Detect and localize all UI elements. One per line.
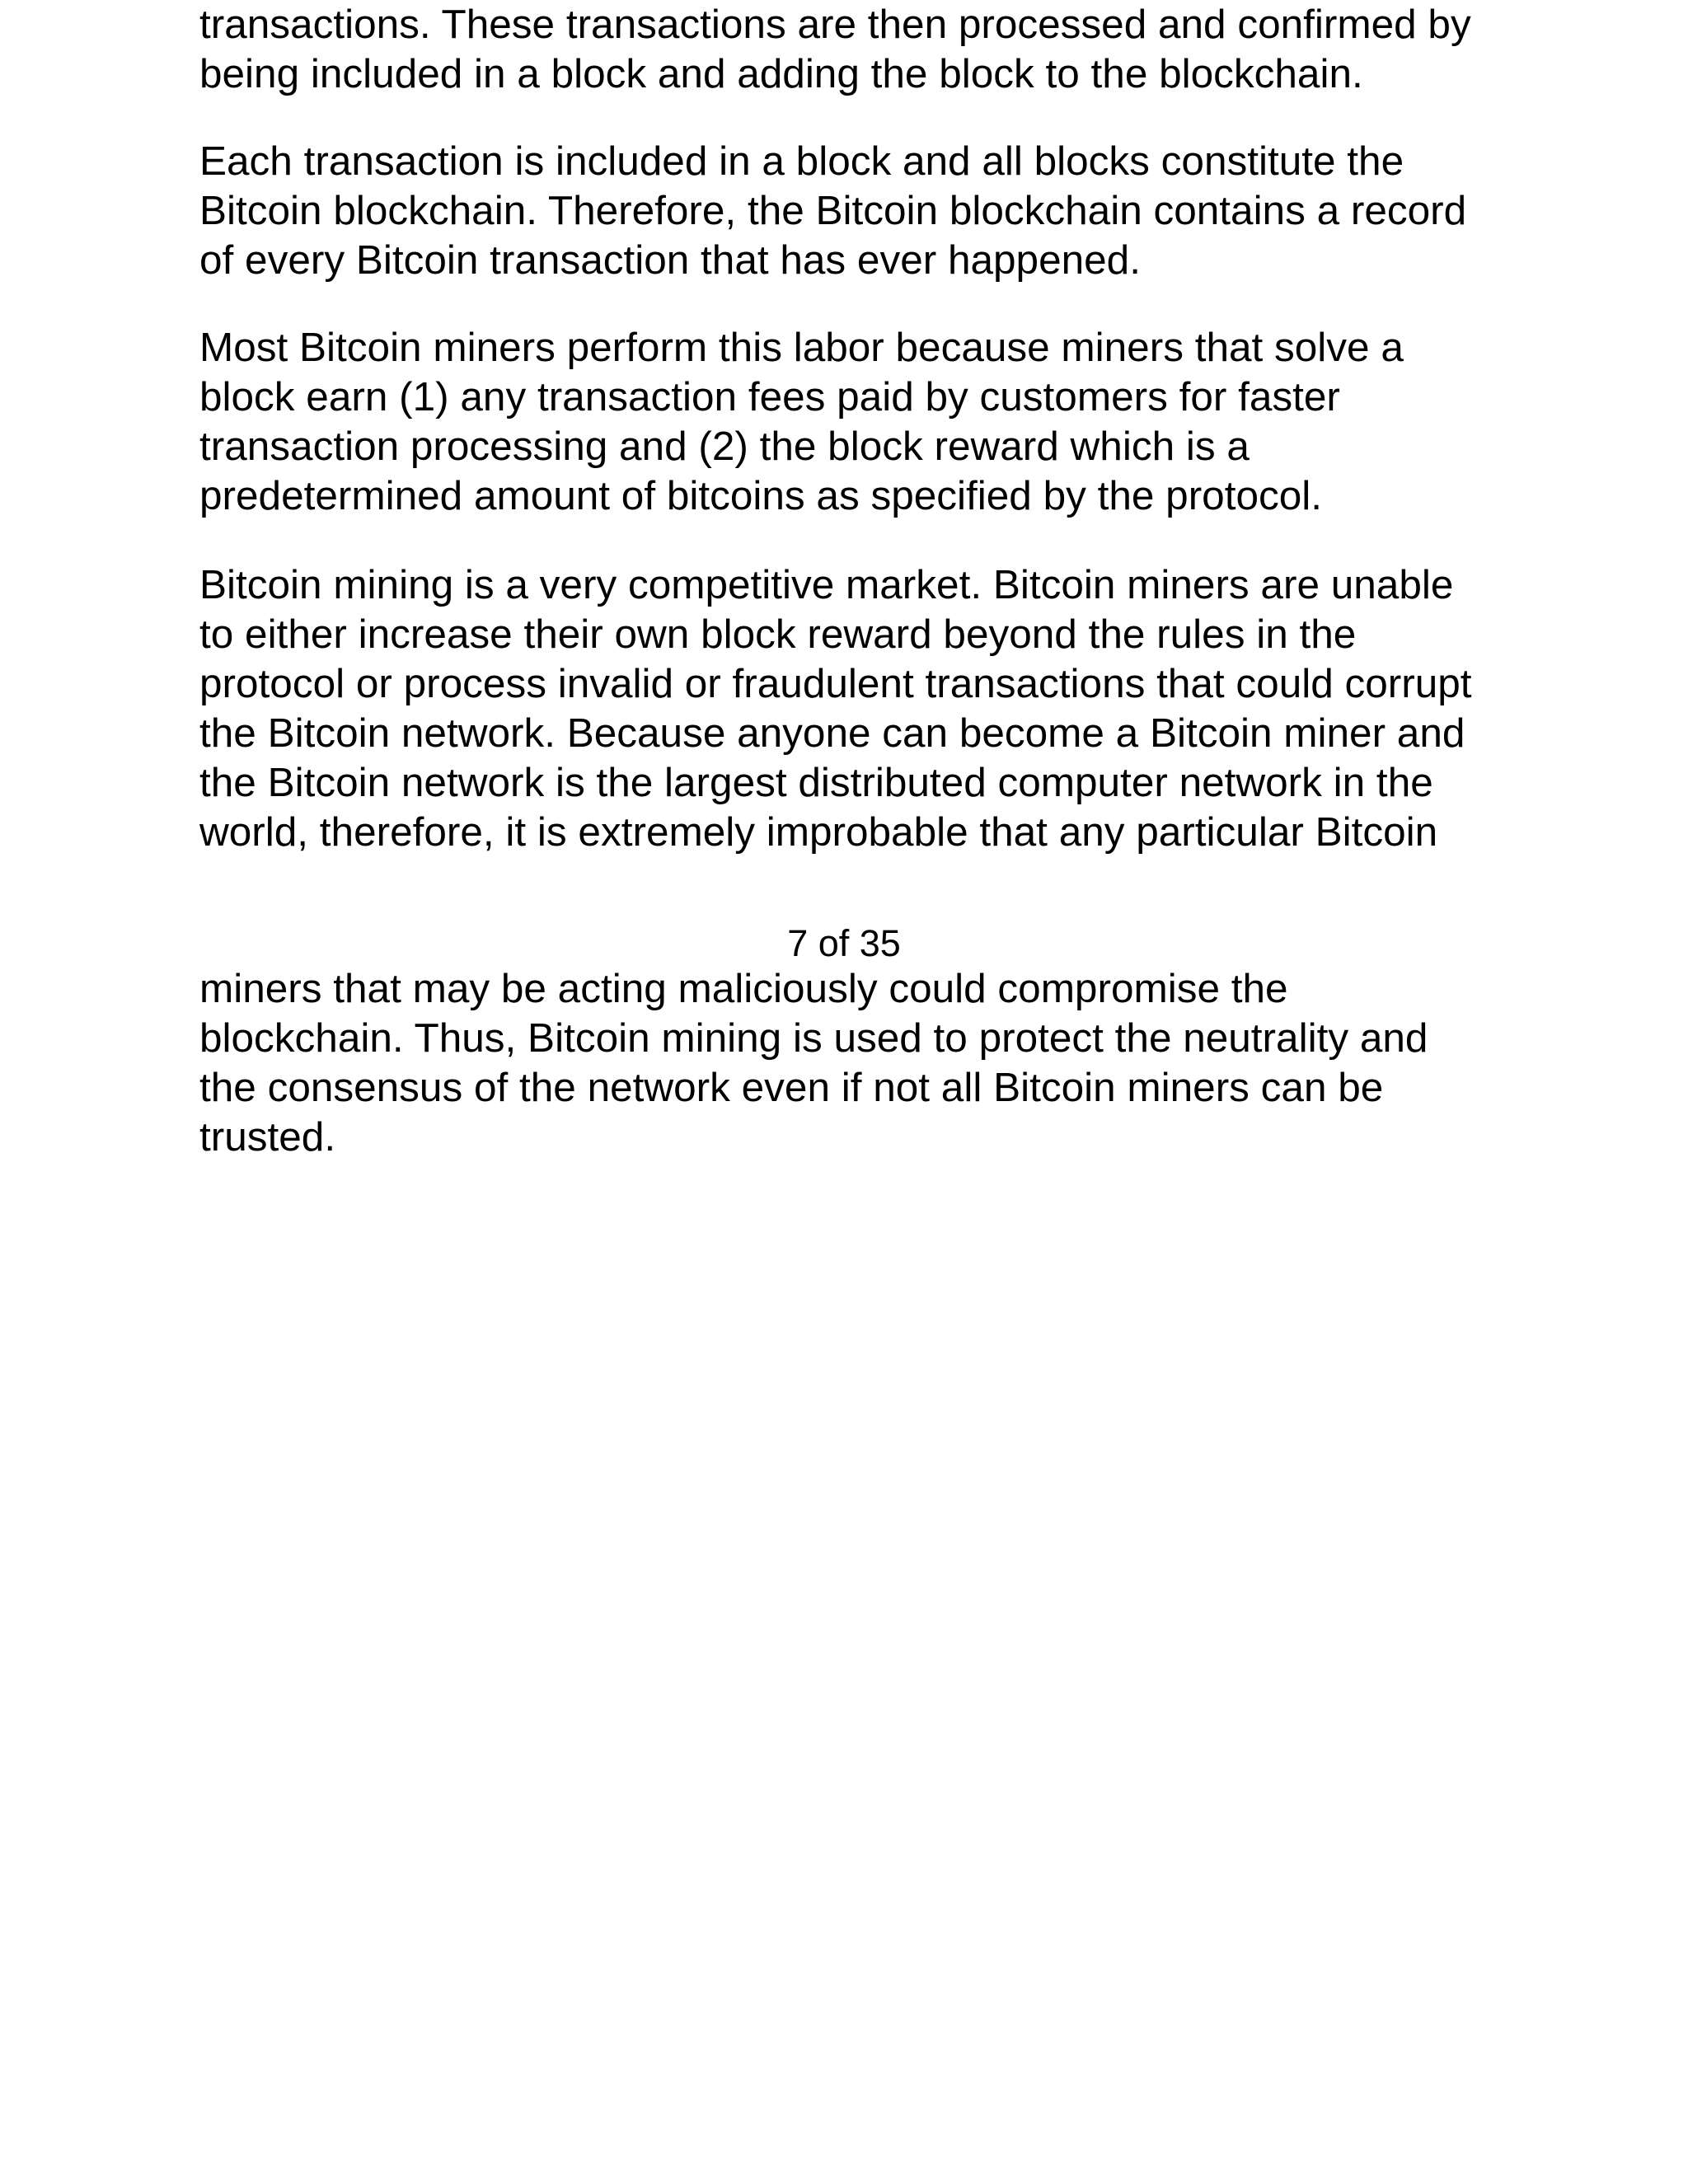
text-line: transactions. These transactions are then processed and confirmed by (199, 2, 1471, 47)
text-line: trusted. (199, 1114, 336, 1160)
text-line: transaction processing and (2) the block reward which is a (199, 424, 1250, 469)
paragraph-blockchain-record (199, 137, 1502, 285)
text-line: block earn (1) any transaction fees paid by customers for faster (199, 374, 1340, 419)
text-line: Each transaction is included in a block and all blocks constitute the (199, 138, 1404, 184)
text-line: protocol or process invalid or fraudulent transactions that could corrupt (199, 661, 1472, 706)
text-line: predetermined amount of bitcoins as specified by the protocol. (199, 473, 1323, 518)
text-line: miners that may be acting maliciously could compromise the (199, 966, 1288, 1011)
text-line: world, therefore, it is extremely improbable that any particular Bitcoin (199, 809, 1438, 855)
text-line: Most Bitcoin miners perform this labor because miners that solve a (199, 325, 1404, 370)
text-line: Bitcoin mining is a very competitive market. Bitcoin miners are unable (199, 562, 1454, 607)
text-line: the consensus of the network even if not all Bitcoin miners can be (199, 1065, 1384, 1110)
paragraph-miner-rewards (199, 323, 1502, 521)
text-line: being included in a block and adding the block to the blockchain. (199, 51, 1363, 96)
text-line: the Bitcoin network is the largest distributed computer network in the (199, 760, 1433, 805)
text-line: blockchain. Thus, Bitcoin mining is used to protect the neutrality and (199, 1015, 1428, 1061)
paragraph-competitive-market (199, 560, 1502, 857)
text-line: the Bitcoin network. Because anyone can become a Bitcoin miner and (199, 710, 1465, 756)
paragraph-transactions-confirmed (199, 0, 1502, 99)
page-number: 7 of 35 (787, 922, 901, 964)
text-line: Bitcoin blockchain. Therefore, the Bitcoin blockchain contains a record (199, 188, 1467, 233)
text-line: to either increase their own block reward beyond the rules in the (199, 612, 1357, 657)
text-line: of every Bitcoin transaction that has ever happened. (199, 237, 1141, 283)
paragraph-malicious-miners (199, 964, 1502, 1162)
